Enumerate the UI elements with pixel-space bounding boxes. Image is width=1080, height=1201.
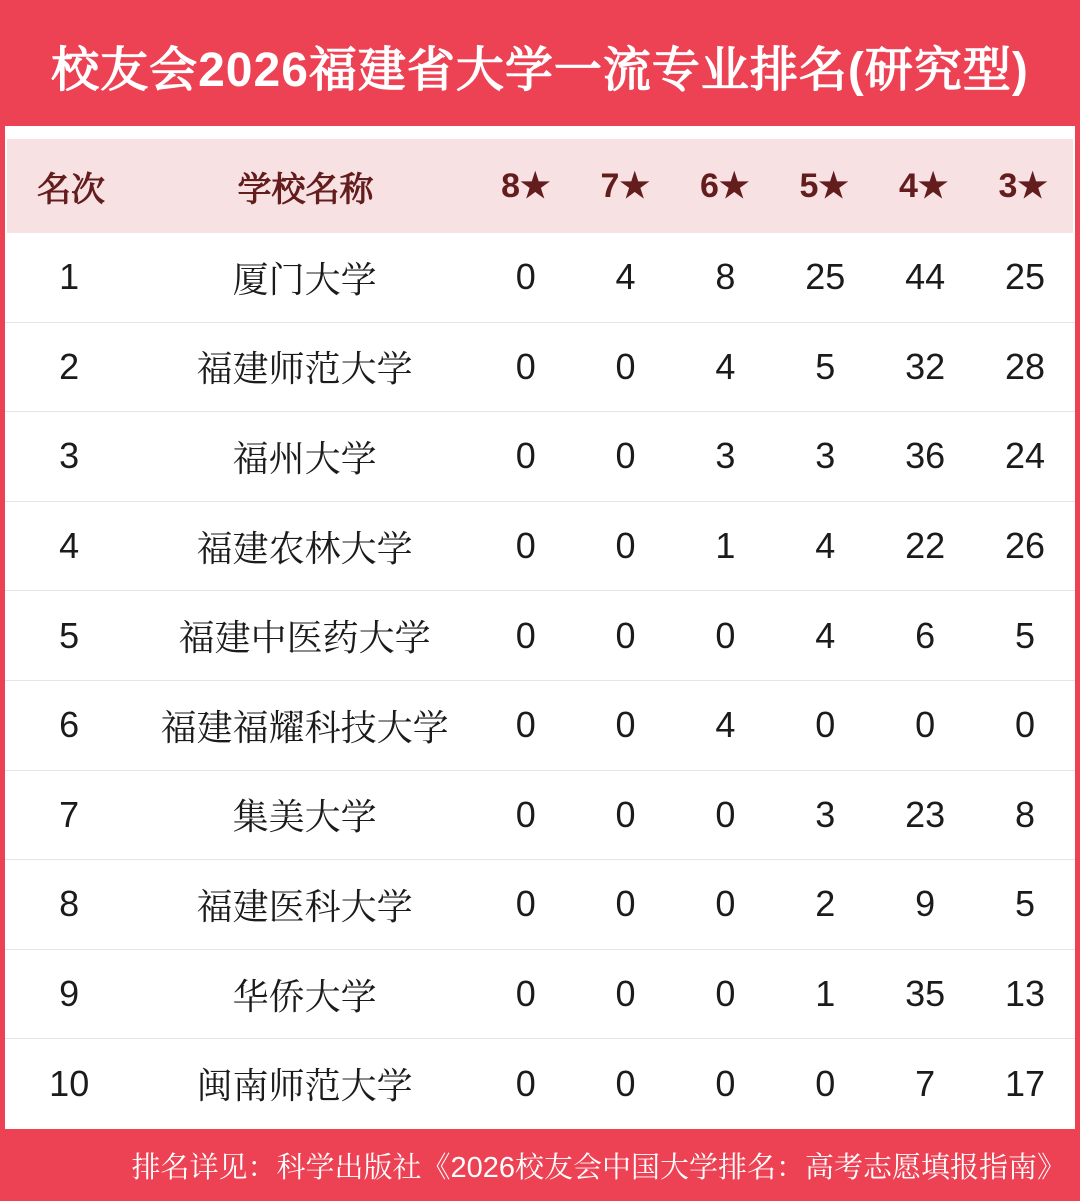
header-cell-school-name: 学校名称 (237, 170, 374, 209)
star-count-cell-8: 0 (515, 525, 536, 567)
star-count-cell-4: 9 (915, 883, 936, 925)
star-count-cell-4: 0 (915, 704, 936, 746)
star-count-cell-3: 17 (1004, 1062, 1046, 1104)
star-count-cell-7: 0 (615, 1062, 636, 1104)
school-name-cell: 福建农林大学 (196, 527, 413, 569)
school-name-cell: 福建医科大学 (196, 885, 413, 927)
header-cell-5-star: 5★ (799, 167, 849, 205)
star-count-cell-5: 4 (815, 614, 836, 656)
star-count-cell-5: 0 (815, 1062, 836, 1104)
star-count-cell-6: 4 (715, 704, 736, 746)
star-count-cell-5: 4 (815, 525, 836, 567)
star-count-cell-7: 0 (615, 973, 636, 1015)
school-name-cell: 华侨大学 (232, 975, 377, 1017)
star-count-cell-4: 23 (905, 793, 946, 835)
star-count-cell-7: 0 (615, 435, 636, 477)
star-count-cell-3: 24 (1004, 435, 1046, 477)
star-count-cell-5: 1 (815, 973, 836, 1015)
star-count-cell-3: 13 (1004, 973, 1046, 1015)
rank-cell: 10 (49, 1062, 90, 1104)
star-count-cell-6: 0 (715, 793, 736, 835)
rank-cell: 2 (59, 345, 80, 387)
table-row (5, 233, 1075, 322)
table-row (5, 859, 1075, 949)
star-count-cell-4: 32 (905, 345, 946, 387)
star-count-cell-8: 0 (515, 435, 536, 477)
star-count-cell-4: 35 (905, 973, 946, 1015)
star-count-cell-3: 8 (1014, 793, 1036, 835)
table-row (5, 322, 1075, 412)
header-cell-8-star: 8★ (501, 167, 551, 205)
star-count-cell-6: 0 (715, 614, 736, 656)
table-header-row (7, 139, 1073, 233)
star-count-cell-5: 0 (815, 704, 836, 746)
rank-cell: 7 (59, 793, 80, 835)
star-count-cell-3: 5 (1014, 883, 1036, 925)
header-cell-rank: 名次 (36, 170, 105, 209)
school-name-cell: 福建福耀科技大学 (160, 706, 449, 748)
star-count-cell-8: 0 (515, 883, 536, 925)
school-name-cell: 福建师范大学 (196, 348, 413, 390)
school-name-cell: 福建中医药大学 (178, 617, 431, 659)
star-count-cell-7: 4 (615, 256, 636, 298)
school-name-cell: 闽南师范大学 (196, 1065, 413, 1107)
page-title: 校友会2026福建省大学一流专业排名(研究型) (51, 43, 1029, 97)
star-count-cell-5: 2 (815, 883, 836, 925)
star-count-cell-8: 0 (515, 614, 536, 656)
rank-cell: 6 (59, 704, 80, 746)
star-count-cell-4: 22 (905, 525, 946, 567)
rank-cell: 5 (59, 614, 80, 656)
star-count-cell-7: 0 (615, 793, 636, 835)
star-count-cell-8: 0 (515, 793, 536, 835)
table-row (5, 680, 1075, 770)
star-count-cell-7: 0 (615, 345, 636, 387)
table-row (5, 1038, 1075, 1128)
rank-cell: 3 (59, 435, 80, 477)
table-row (5, 770, 1075, 860)
star-count-cell-6: 4 (715, 345, 736, 387)
star-count-cell-7: 0 (615, 614, 636, 656)
table-row (5, 590, 1075, 680)
star-count-cell-3: 25 (1004, 256, 1046, 298)
school-name-cell: 福州大学 (232, 437, 377, 479)
star-count-cell-8: 0 (515, 1062, 536, 1104)
star-count-cell-6: 8 (715, 256, 736, 298)
star-count-cell-3: 26 (1004, 525, 1046, 567)
header-cell-3-star: 3★ (998, 167, 1048, 205)
ranking-table-card (5, 126, 1075, 1129)
rank-cell: 1 (59, 256, 80, 298)
star-count-cell-3: 0 (1014, 704, 1036, 746)
star-count-cell-6: 0 (715, 1062, 736, 1104)
star-count-cell-4: 36 (905, 435, 946, 477)
star-count-cell-8: 0 (515, 256, 536, 298)
star-count-cell-4: 7 (915, 1062, 936, 1104)
star-count-cell-4: 44 (905, 256, 946, 298)
rank-cell: 8 (59, 883, 80, 925)
star-count-cell-3: 28 (1004, 345, 1046, 387)
star-count-cell-8: 0 (515, 973, 536, 1015)
star-count-cell-4: 6 (915, 614, 936, 656)
star-count-cell-7: 0 (615, 883, 636, 925)
star-count-cell-8: 0 (515, 704, 536, 746)
header-cell-4-star: 4★ (899, 167, 949, 205)
rank-cell: 9 (59, 973, 80, 1015)
school-name-cell: 集美大学 (232, 796, 377, 838)
header-cell-6-star: 6★ (700, 167, 750, 205)
star-count-cell-3: 5 (1014, 614, 1036, 656)
star-count-cell-6: 0 (715, 973, 736, 1015)
header-cell-7-star: 7★ (600, 167, 650, 205)
star-count-cell-6: 3 (715, 435, 736, 477)
table-row (5, 949, 1075, 1039)
table-body (5, 233, 1075, 1128)
footer-text: 排名详见：科学出版社《2026校友会中国大学排名：高考志愿填报指南》 (131, 1151, 1066, 1184)
star-count-cell-7: 0 (615, 704, 636, 746)
star-count-cell-6: 0 (715, 883, 736, 925)
footer-source-note (0, 1129, 1080, 1201)
table-row (5, 501, 1075, 591)
star-count-cell-5: 5 (815, 345, 836, 387)
school-name-cell: 厦门大学 (232, 258, 377, 300)
table-row (5, 411, 1075, 501)
star-count-cell-5: 25 (805, 256, 846, 298)
star-count-cell-8: 0 (515, 345, 536, 387)
star-count-cell-6: 1 (715, 525, 736, 567)
star-count-cell-5: 3 (815, 793, 836, 835)
star-count-cell-7: 0 (615, 525, 636, 567)
star-count-cell-5: 3 (815, 435, 836, 477)
rank-cell: 4 (59, 525, 80, 567)
